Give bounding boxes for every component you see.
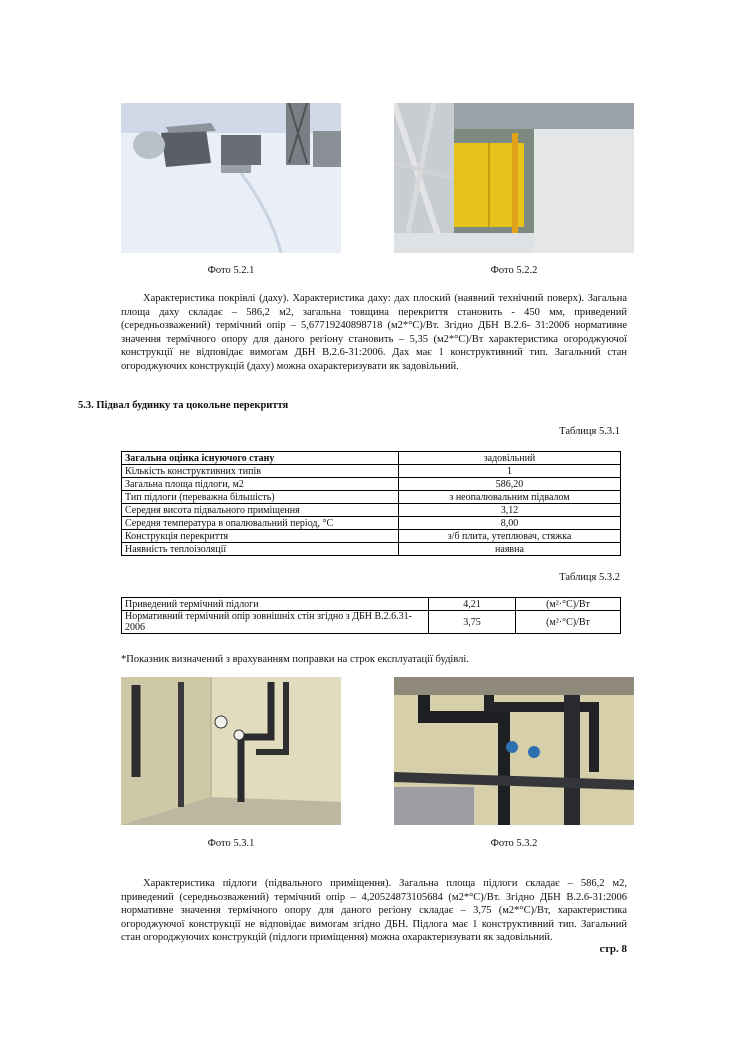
table-row xyxy=(122,478,621,491)
table-cell: 4,21 xyxy=(429,598,516,611)
table-cell: Конструкція перекриття xyxy=(122,530,399,543)
table-cell: 3,75 xyxy=(429,611,516,634)
section-heading: 5.3. Підвал будинку та цокольне перекриття xyxy=(78,400,289,411)
table-row xyxy=(122,598,621,611)
table-cell: 3,12 xyxy=(399,504,621,517)
table-cell: (м²·°С)/Вт xyxy=(516,611,621,634)
table-cell: Приведений термічний підлоги xyxy=(122,598,429,611)
photo-basement-pipes xyxy=(394,677,634,825)
table-cell: наявна xyxy=(399,543,621,556)
table-row xyxy=(122,452,621,465)
table-row xyxy=(122,465,621,478)
table-row xyxy=(122,543,621,556)
photo-basement-corner xyxy=(121,677,341,825)
table-cell: Наявність теплоізоляції xyxy=(122,543,399,556)
roof-description: Характеристика покрівлі (даху). Характеристика даху: дах плоский (наявний технічний поверх). Загальна площа даху складає – 586,2 м2, загальна товщина перекриття становить - 450 мм, приведений (середньозважений) термічний опір – 5,67719240898718 (м2*°С)/Вт. Згідно ДБН В.2.6- 31:2006 нормативне значення термічного опору для даного регіону становить – 5,35 (м2*°С)/Вт характеристика огороджуючої конструкції не відповідає вимогам ДБН В.2.6-31:2006. Дах має 1 конструктивний тип. Загальний стан огороджуючих конструкцій (даху) можна охарактеризувати як задовільний. xyxy=(121,293,627,372)
table-cell: з/б плита, утеплювач, стяжка xyxy=(399,530,621,543)
table-cell: 586,20 xyxy=(399,478,621,491)
table-row xyxy=(122,504,621,517)
table-cell: 1 xyxy=(399,465,621,478)
table-cell: з неопалювальним підвалом xyxy=(399,491,621,504)
photo-roof-snow xyxy=(121,103,341,253)
table-cell: Тип підлоги (переважна більшість) xyxy=(122,491,399,504)
table-cell: Загальна площа підлоги, м2 xyxy=(122,478,399,491)
table-cell: Кількість конструктивних типів xyxy=(122,465,399,478)
thermal-table xyxy=(121,597,621,634)
table-cell: Загальна оцінка існуючого стану xyxy=(122,452,399,465)
basement-table xyxy=(121,451,621,556)
footnote: *Показник визначений з врахуванням поправки на строк експлуатації будівлі. xyxy=(121,654,469,665)
table-row xyxy=(122,530,621,543)
floor-description: Характеристика підлоги (підвального приміщення). Загальна площа підлоги складає – 586,2 м2, приведений (середньозважений) термічний опір – 4,20524873105684 (м2*°С)/Вт. Згідно ДБН В.2.6-31:2006 нормативне значення термічного опору для даного регіону складає – 3,75 (м2*°С)/Вт, характеристика огороджуючої конструкції не відповідає вимогам згідно ДБН. Підлога має 1 конструктивний тип. Загальний стан огороджуючих конструкцій (підлоги приміщення) можна охарактеризувати як задовільний. xyxy=(121,878,627,943)
table-row xyxy=(122,491,621,504)
table-cell: задовільний xyxy=(399,452,621,465)
table-caption: Таблиця 5.3.1 xyxy=(559,426,620,437)
table-cell: Нормативний термічний опір зовнішніх стін згідно з ДБН В.2.6.31-2006 xyxy=(122,611,429,634)
table-cell: (м²·°С)/Вт xyxy=(516,598,621,611)
table-cell: Середня висота підвального приміщення xyxy=(122,504,399,517)
table-cell: 8,00 xyxy=(399,517,621,530)
photo-caption: Фото 5.3.2 xyxy=(490,838,538,849)
table-caption: Таблиця 5.3.2 xyxy=(559,572,620,583)
photo-caption: Фото 5.3.1 xyxy=(207,838,255,849)
table-row xyxy=(122,517,621,530)
photo-caption: Фото 5.2.1 xyxy=(207,265,255,276)
page-number: стр. 8 xyxy=(599,943,627,955)
photo-caption: Фото 5.2.2 xyxy=(490,265,538,276)
photo-roof-cabinet xyxy=(394,103,634,253)
table-row xyxy=(122,611,621,634)
table-cell: Середня температура в опалювальний період, °С xyxy=(122,517,399,530)
